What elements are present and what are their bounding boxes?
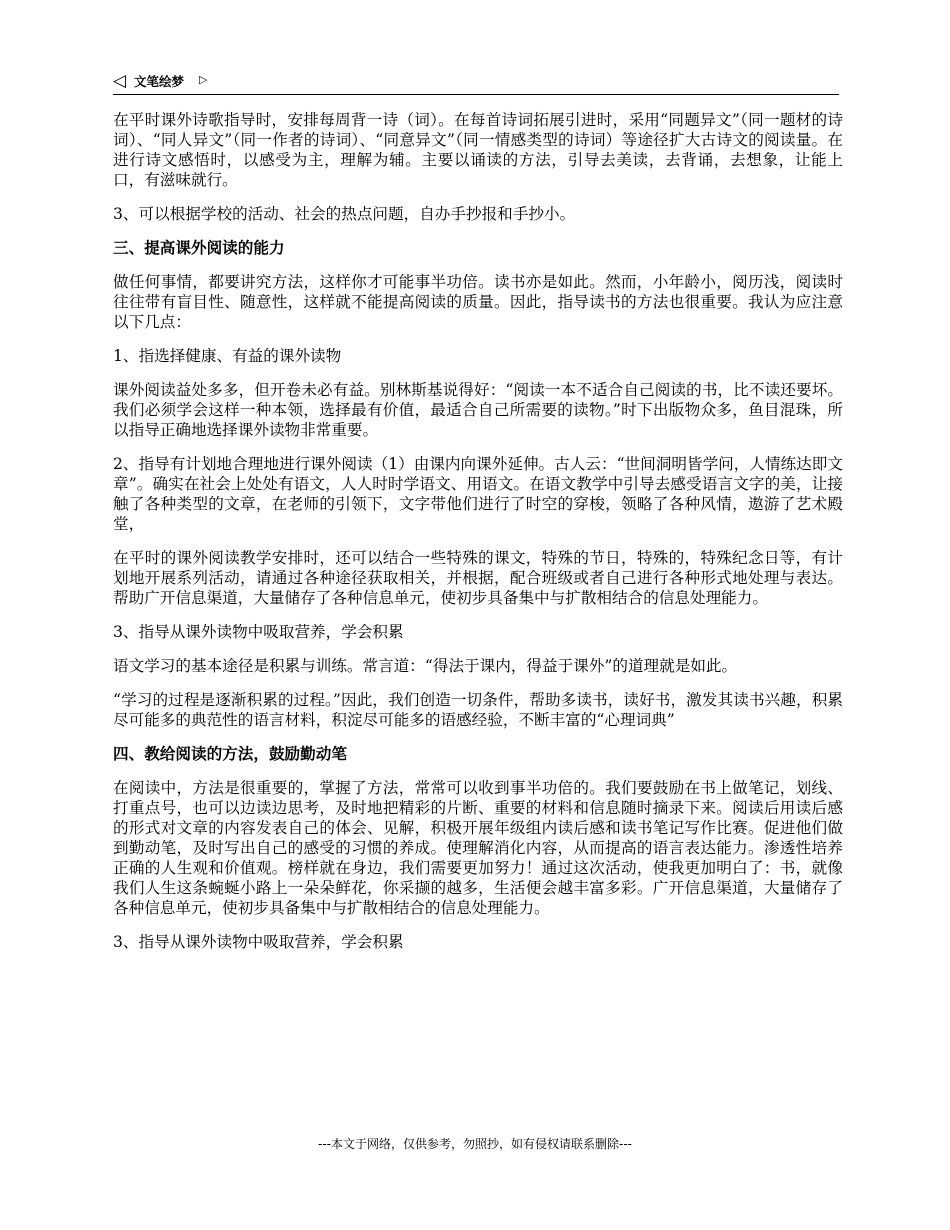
paragraph: 2、指导有计划地合理地进行课外阅读（1）由课内向课外延伸。古人云：“世间洞明皆学问，人情练达即文章”。确实在社会上处处有语文，人人时时学语文、用语文。在语文教学中引导去感受语言文字的美，让接触了各种类型的文章，在老师的引领下，文字带他们进行了时空的穿梭，领略了各种风情，遨游了艺术殿堂， bbox=[113, 455, 843, 533]
paragraph: “学习的过程是逐渐积累的过程。”因此，我们创造一切条件，帮助多读书，读好书，激发其读书兴趣，积累尽可能多的典范性的语言材料，积淀尽可能多的语感经验，不断丰富的“心理词典” bbox=[113, 691, 843, 729]
paragraph: 1、指选择健康、有益的课外读物 bbox=[113, 347, 342, 365]
paragraph: 3、指导从课外读物中吸取营养，学会积累 bbox=[113, 623, 404, 641]
page-header bbox=[113, 72, 839, 95]
right-triangle-icon: ▷ bbox=[199, 73, 208, 86]
paragraph: 在阅读中，方法是很重要的，掌握了方法，常常可以收到事半功倍的。我们要鼓励在书上做笔记，划线、打重点号，也可以边读边思考，及时地把精彩的片断、重要的材料和信息随时摘录下来。阅读后用读后感的形式对文章的内容发表自己的体会、见解，积极开展年级组内读后感和读书笔记写作比赛。促进他们做到勤动笔，及时写出自己的感受的习惯的养成。使理解消化内容，从而提高的语言表达能力。渗透性培养正确的人生观和价值观。榜样就在身边，我们需要更加努力！通过这次活动，使我更加明白了：书，就像我们人生这条蜿蜒小路上一朵朵鲜花，你采撷的越多，生活便会越丰富多彩。广开信息渠道，大量储存了各种信息单元，使初步具备集中与扩散相结合的信息处理能力。 bbox=[113, 779, 843, 917]
brand-title: 文笔绘梦 bbox=[134, 74, 185, 89]
paragraph: 做任何事情，都要讲究方法，这样你才可能事半功倍。读书亦是如此。然而，小年龄小，阅历浅，阅读时往往带有盲目性、随意性，这样就不能提高阅读的质量。因此，指导读书的方法也很重要。我认为应注意以下几点： bbox=[113, 273, 843, 331]
left-triangle-icon: ◁ bbox=[113, 71, 127, 91]
paragraph: 在平时课外诗歌指导时，安排每周背一诗（词）。在每首诗词拓展引进时，采用“同题异文”（同一题材的诗词）、“同人异文”（同一作者的诗词）、“同意异文”（同一情感类型的诗词）等途径扩大古诗文的阅读量。在进行诗文感悟时，以感受为主，理解为辅。主要以诵读的方法，引导去美读，去背诵，去想象，让能上口，有滋味就行。 bbox=[113, 111, 843, 189]
document-body bbox=[113, 110, 843, 966]
paragraph: 语文学习的基本途径是积累与训练。常言道：“得法于课内，得益于课外”的道理就是如此。 bbox=[113, 657, 738, 675]
paragraph: 3、可以根据学校的活动、社会的热点问题，自办手抄报和手抄小。 bbox=[113, 205, 576, 223]
paragraph: 课外阅读益处多多，但开卷未必有益。别林斯基说得好：“阅读一本不适合自己阅读的书，比不读还要坏。我们必须学会这样一种本领，选择最有价值，最适合自己所需要的读物。”时下出版物众多，鱼目混珠，所以指导正确地选择课外读物非常重要。 bbox=[113, 381, 843, 439]
section-heading: 四、教给阅读的方法，鼓励勤动笔 bbox=[113, 744, 347, 763]
section-heading: 三、提高课外阅读的能力 bbox=[113, 238, 285, 257]
paragraph: 3、指导从课外读物中吸取营养，学会积累 bbox=[113, 933, 404, 951]
paragraph: 在平时的课外阅读教学安排时，还可以结合一些特殊的课文，特殊的节日，特殊的，特殊纪念日等，有计划地开展系列活动，请通过各种途径获取相关，并根据，配合班级或者自己进行各种形式地处理与表达。帮助广开信息渠道，大量储存了各种信息单元，使初步具备集中与扩散相结合的信息处理能力。 bbox=[113, 549, 843, 607]
footer-disclaimer: ---本文于网络，仅供参考，勿照抄，如有侵权请联系删除--- bbox=[318, 1137, 632, 1151]
